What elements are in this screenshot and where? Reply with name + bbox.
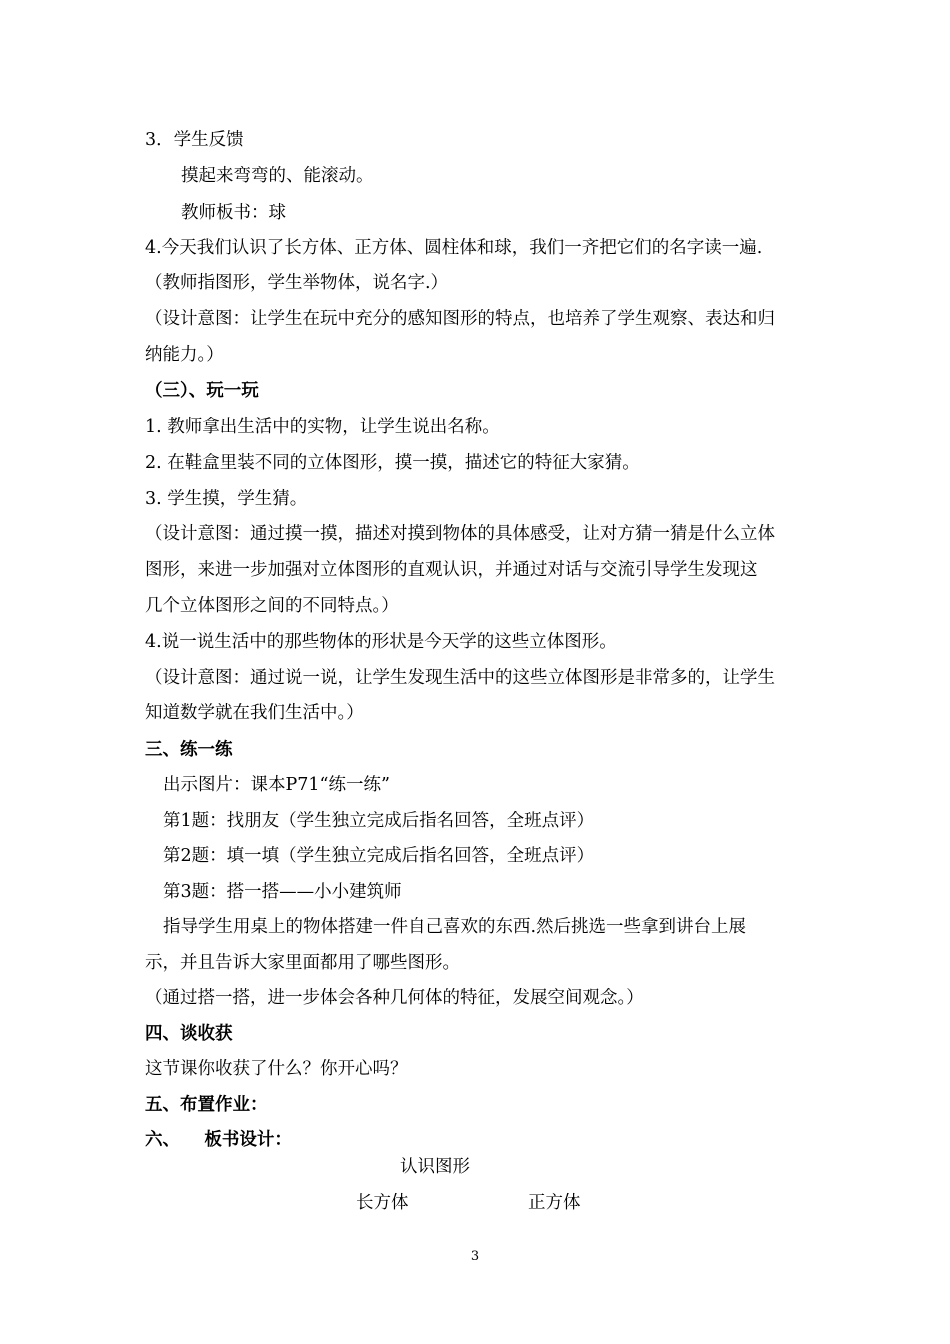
- board-item-cube: 正方体: [528, 1193, 581, 1213]
- section-heading: 三、练一练: [145, 740, 233, 760]
- board-design-title: 认识图形: [400, 1157, 470, 1177]
- text-line: 纳能力。）: [145, 345, 224, 365]
- text-line: 摸起来弯弯的、能滚动。: [181, 166, 374, 186]
- text-line: 4.说一说生活中的那些物体的形状是今天学的这些立体图形。: [145, 632, 617, 652]
- text-line: 指导学生用桌上的物体搭建一件自己喜欢的东西.然后挑选一些拿到讲台上展: [163, 917, 747, 937]
- text-line: （设计意图：通过摸一摸，描述对摸到物体的具体感受，让对方猜一猜是什么立体: [145, 524, 775, 544]
- text-line: 第3题：搭一搭——小小建筑师: [163, 882, 402, 902]
- text-line: 第2题：填一填（学生独立完成后指名回答，全班点评）: [163, 846, 595, 866]
- board-item-cuboid: 长方体: [356, 1193, 409, 1213]
- text-line: （设计意图：让学生在玩中充分的感知图形的特点，也培养了学生观察、表达和归: [145, 309, 775, 329]
- text-line: 4.今天我们认识了长方体、正方体、圆柱体和球，我们一齐把它们的名字读一遍.: [145, 238, 763, 258]
- text-line: 2. 在鞋盒里装不同的立体图形，摸一摸，描述它的特征大家猜。: [145, 453, 640, 473]
- text-line: 第1题：找朋友（学生独立完成后指名回答，全班点评）: [163, 811, 595, 831]
- text-line: 几个立体图形之间的不同特点。）: [145, 596, 399, 616]
- text-line: （设计意图：通过说一说，让学生发现生活中的这些立体图形是非常多的，让学生: [145, 668, 775, 688]
- page-number: 3: [470, 1249, 480, 1264]
- text-line: 3. 学生摸，学生猜。: [145, 489, 308, 509]
- text-line: 示，并且告诉大家里面都用了哪些图形。: [145, 953, 460, 973]
- text-line: （通过搭一搭，进一步体会各种几何体的特征，发展空间观念。）: [145, 988, 644, 1008]
- text-line: （教师指图形，学生举物体，说名字.）: [145, 273, 449, 293]
- section-heading: （三）、玩一玩: [145, 381, 259, 401]
- section-heading: 四、谈收获: [145, 1024, 233, 1044]
- text-line: 知道数学就在我们生活中。）: [145, 703, 364, 723]
- text-line: 3．学生反馈: [145, 130, 244, 150]
- text-line: 这节课你收获了什么？你开心吗？: [145, 1059, 408, 1079]
- text-line: 出示图片：课本P71“练一练”: [163, 775, 390, 795]
- text-line: 1. 教师拿出生活中的实物，让学生说出名称。: [145, 417, 500, 437]
- text-line: 教师板书：球: [181, 203, 286, 223]
- section-heading: 六、 板书设计：: [145, 1130, 292, 1150]
- section-heading: 五、布置作业：: [145, 1095, 268, 1115]
- text-line: 图形，来进一步加强对立体图形的直观认识，并通过对话与交流引导学生发现这: [145, 560, 758, 580]
